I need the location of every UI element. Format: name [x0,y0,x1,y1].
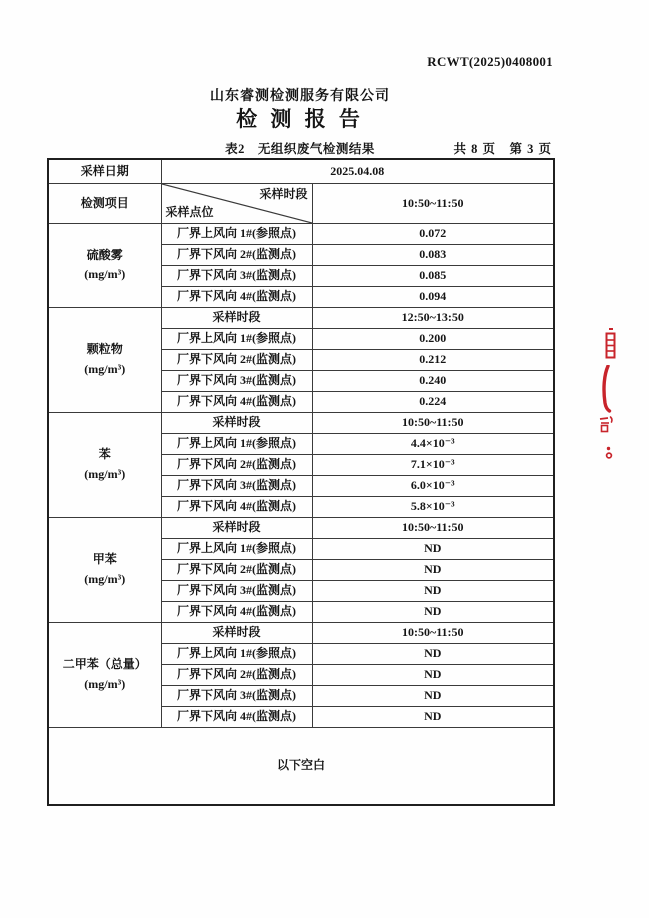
result-value: ND [312,559,554,580]
parameter-unit: (mg/m³) [84,267,126,281]
diagonal-header-cell [161,183,312,223]
parameter-name: 颗粒物 [86,342,123,357]
result-value: ND [312,580,554,601]
red-seal-fragment-dots [604,446,614,459]
sampling-point: 厂界下风向 2#(监测点) [161,454,312,475]
parameter-cell [48,517,161,622]
item-header-label: 检测项目 [48,183,161,223]
result-value: 0.200 [312,328,554,349]
table-row [48,412,554,433]
table-row [48,622,554,643]
period-label: 采样时段 [161,412,312,433]
sampling-point: 厂界下风向 3#(监测点) [161,475,312,496]
sampling-point: 厂界下风向 3#(监测点) [161,370,312,391]
page-title: 检 测 报 告 [236,107,364,131]
footer-note: 以下空白 [48,727,554,805]
table-row [48,183,554,223]
result-value: ND [312,643,554,664]
result-value: 0.240 [312,370,554,391]
table-row [48,517,554,538]
result-value: 5.8×10⁻³ [312,496,554,517]
result-value: 0.224 [312,391,554,412]
table-row [48,727,554,805]
result-value: 0.094 [312,286,554,307]
sampling-point: 厂界下风向 4#(监测点) [161,706,312,727]
table-row [48,223,554,244]
red-seal-fragment-glyph [599,415,614,434]
result-value: 0.085 [312,265,554,286]
result-value: ND [312,601,554,622]
company-name: 山东睿测检测服务有限公司 [210,89,390,104]
red-seal-fragment-stroke [600,365,612,413]
result-value: ND [312,664,554,685]
parameter-cell [48,412,161,517]
result-value: ND [312,706,554,727]
parameter-name: 硫酸雾 [86,247,123,262]
sampling-point: 厂界上风向 1#(参照点) [161,538,312,559]
result-value: 7.1×10⁻³ [312,454,554,475]
report-number: RCWT(2025)0408001 [427,54,553,69]
diagonal-top-right-label: 采样时段 [259,186,308,201]
parameter-unit: (mg/m³) [84,676,126,691]
result-value: ND [312,538,554,559]
parameter-cell [48,307,161,412]
result-value: 6.0×10⁻³ [312,475,554,496]
parameter-name: 苯 [98,447,111,462]
page-number-info: 共 8 页 第 3 页 [453,142,552,156]
sampling-point: 厂界上风向 1#(参照点) [161,328,312,349]
parameter-unit: (mg/m³) [84,361,126,376]
parameter-unit: (mg/m³) [84,466,126,481]
result-value: 0.083 [312,244,554,265]
caption-row [47,139,553,155]
result-value: 4.4×10⁻³ [312,433,554,454]
sampling-date-value: 2025.04.08 [161,159,554,183]
period-label: 采样时段 [161,517,312,538]
result-value: ND [312,685,554,706]
sampling-point: 厂界下风向 4#(监测点) [161,286,312,307]
sampling-point: 厂界下风向 4#(监测点) [161,601,312,622]
period-value: 10:50~11:50 [312,517,554,538]
period-label: 采样时段 [161,307,312,328]
sampling-point: 厂界下风向 2#(监测点) [161,664,312,685]
period-label: 采样时段 [161,622,312,643]
table-row [48,159,554,183]
table-caption: 表2 无组织废气检测结果 [225,142,375,156]
sampling-point: 厂界下风向 2#(监测点) [161,559,312,580]
sampling-point: 厂界下风向 3#(监测点) [161,265,312,286]
red-seal-fragment-top [605,328,617,359]
result-value: 0.072 [312,223,554,244]
result-value: 0.212 [312,349,554,370]
sampling-point: 厂界上风向 1#(参照点) [161,433,312,454]
period-value: 10:50~11:50 [312,622,554,643]
parameter-unit: (mg/m³) [84,571,126,586]
sampling-point: 厂界上风向 1#(参照点) [161,223,312,244]
sampling-point: 厂界上风向 1#(参照点) [161,643,312,664]
period-value: 10:50~11:50 [312,183,554,223]
results-table [47,158,555,806]
sampling-point: 厂界下风向 2#(监测点) [161,349,312,370]
parameter-name: 甲苯 [92,552,117,567]
period-value: 10:50~11:50 [312,412,554,433]
sampling-point: 厂界下风向 3#(监测点) [161,580,312,601]
parameter-cell [48,223,161,307]
sampling-point: 厂界下风向 4#(监测点) [161,391,312,412]
parameter-name: 二甲苯（总量） [62,657,147,672]
sampling-point: 厂界下风向 2#(监测点) [161,244,312,265]
parameter-cell [48,622,161,727]
sampling-date-label: 采样日期 [48,159,161,183]
period-value: 12:50~13:50 [312,307,554,328]
sampling-point: 厂界下风向 4#(监测点) [161,496,312,517]
table-row [48,307,554,328]
sampling-point: 厂界下风向 3#(监测点) [161,685,312,706]
diagonal-bottom-left-label: 采样点位 [165,204,214,219]
